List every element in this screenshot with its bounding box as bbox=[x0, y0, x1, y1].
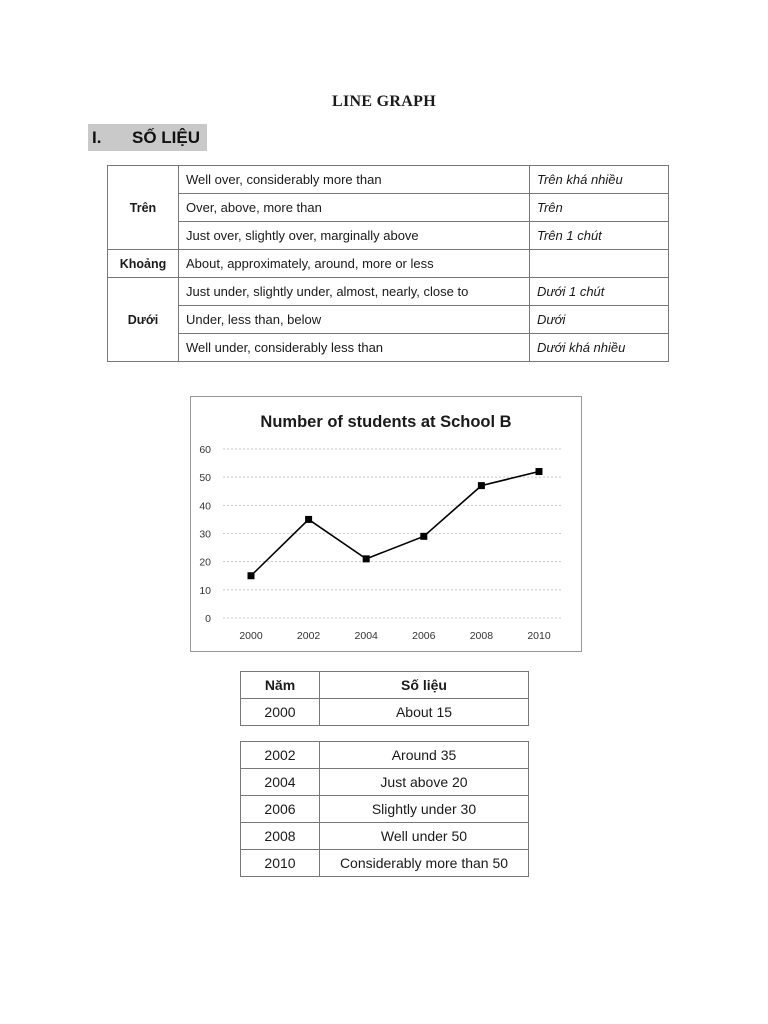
section-number: I. bbox=[92, 128, 102, 147]
vietnamese-cell: Dưới bbox=[530, 306, 669, 334]
vietnamese-cell: Dưới khá nhiều bbox=[530, 334, 669, 362]
english-cell: Just over, slightly over, marginally above bbox=[179, 222, 530, 250]
table-row bbox=[241, 742, 529, 769]
chart-svg bbox=[191, 397, 581, 651]
line-chart bbox=[190, 396, 582, 652]
table-row bbox=[108, 306, 669, 334]
year-cell: 2006 bbox=[241, 796, 320, 823]
english-cell: Well under, considerably less than bbox=[179, 334, 530, 362]
x-axis-ticks bbox=[239, 630, 551, 642]
english-cell: Under, less than, below bbox=[179, 306, 530, 334]
category-cell: Khoảng bbox=[108, 250, 179, 278]
y-tick-label: 60 bbox=[199, 444, 211, 456]
data-point bbox=[248, 572, 255, 579]
chart-title: Number of students at School B bbox=[260, 413, 512, 431]
value-cell: Slightly under 30 bbox=[320, 796, 529, 823]
data-point bbox=[420, 533, 427, 540]
table-row bbox=[108, 250, 669, 278]
y-axis-ticks bbox=[199, 444, 211, 625]
category-cell: Dưới bbox=[108, 278, 179, 362]
y-tick-label: 10 bbox=[199, 584, 211, 597]
y-tick-label: 20 bbox=[199, 556, 211, 569]
table-row bbox=[108, 334, 669, 362]
section-heading bbox=[88, 124, 207, 151]
y-tick-label: 30 bbox=[199, 528, 211, 541]
year-header: Năm bbox=[241, 672, 320, 699]
vietnamese-cell: Dưới 1 chút bbox=[530, 278, 669, 306]
data-table-header bbox=[240, 671, 529, 726]
x-tick-label: 2008 bbox=[469, 630, 494, 642]
x-tick-label: 2006 bbox=[412, 630, 436, 642]
value-cell: About 15 bbox=[320, 699, 529, 726]
table-header-row bbox=[241, 672, 529, 699]
vietnamese-cell bbox=[530, 250, 669, 278]
year-cell: 2002 bbox=[241, 742, 320, 769]
table-row bbox=[241, 699, 529, 726]
value-header: Số liệu bbox=[320, 672, 529, 699]
value-cell: Well under 50 bbox=[320, 823, 529, 850]
x-tick-label: 2010 bbox=[527, 630, 551, 642]
table-row bbox=[241, 850, 529, 877]
data-point bbox=[363, 555, 370, 562]
english-cell: About, approximately, around, more or less bbox=[179, 250, 530, 278]
grid-lines bbox=[223, 449, 563, 618]
table-row bbox=[108, 194, 669, 222]
value-cell: Just above 20 bbox=[320, 769, 529, 796]
x-tick-label: 2002 bbox=[296, 630, 321, 642]
y-tick-label: 50 bbox=[199, 472, 211, 485]
year-cell: 2008 bbox=[241, 823, 320, 850]
page-title: LINE GRAPH bbox=[332, 93, 436, 110]
x-tick-label: 2004 bbox=[354, 630, 378, 642]
section-title: SỐ LIỆU bbox=[132, 128, 201, 147]
value-cell: Considerably more than 50 bbox=[320, 850, 529, 877]
value-cell: Around 35 bbox=[320, 742, 529, 769]
table-row bbox=[108, 278, 669, 306]
year-cell: 2004 bbox=[241, 769, 320, 796]
vietnamese-cell: Trên bbox=[530, 194, 669, 222]
table-row bbox=[108, 222, 669, 250]
table-row bbox=[241, 769, 529, 796]
table-row bbox=[108, 166, 669, 194]
x-tick-label: 2000 bbox=[239, 630, 263, 642]
year-cell: 2000 bbox=[241, 699, 320, 726]
y-tick-label: 0 bbox=[205, 613, 211, 625]
table-row bbox=[241, 796, 529, 823]
y-tick-label: 40 bbox=[199, 500, 211, 513]
english-cell: Over, above, more than bbox=[179, 194, 530, 222]
vocab-table bbox=[107, 165, 669, 362]
series-markers bbox=[248, 468, 543, 579]
series-polyline bbox=[251, 472, 539, 576]
data-point bbox=[536, 468, 543, 475]
table-row bbox=[241, 823, 529, 850]
vietnamese-cell: Trên 1 chút bbox=[530, 222, 669, 250]
category-cell: Trên bbox=[108, 166, 179, 250]
series-line bbox=[251, 472, 539, 576]
year-cell: 2010 bbox=[241, 850, 320, 877]
english-cell: Well over, considerably more than bbox=[179, 166, 530, 194]
data-point bbox=[305, 516, 312, 523]
vietnamese-cell: Trên khá nhiều bbox=[530, 166, 669, 194]
data-table bbox=[240, 741, 529, 877]
data-point bbox=[478, 482, 485, 489]
english-cell: Just under, slightly under, almost, nearly, close to bbox=[179, 278, 530, 306]
